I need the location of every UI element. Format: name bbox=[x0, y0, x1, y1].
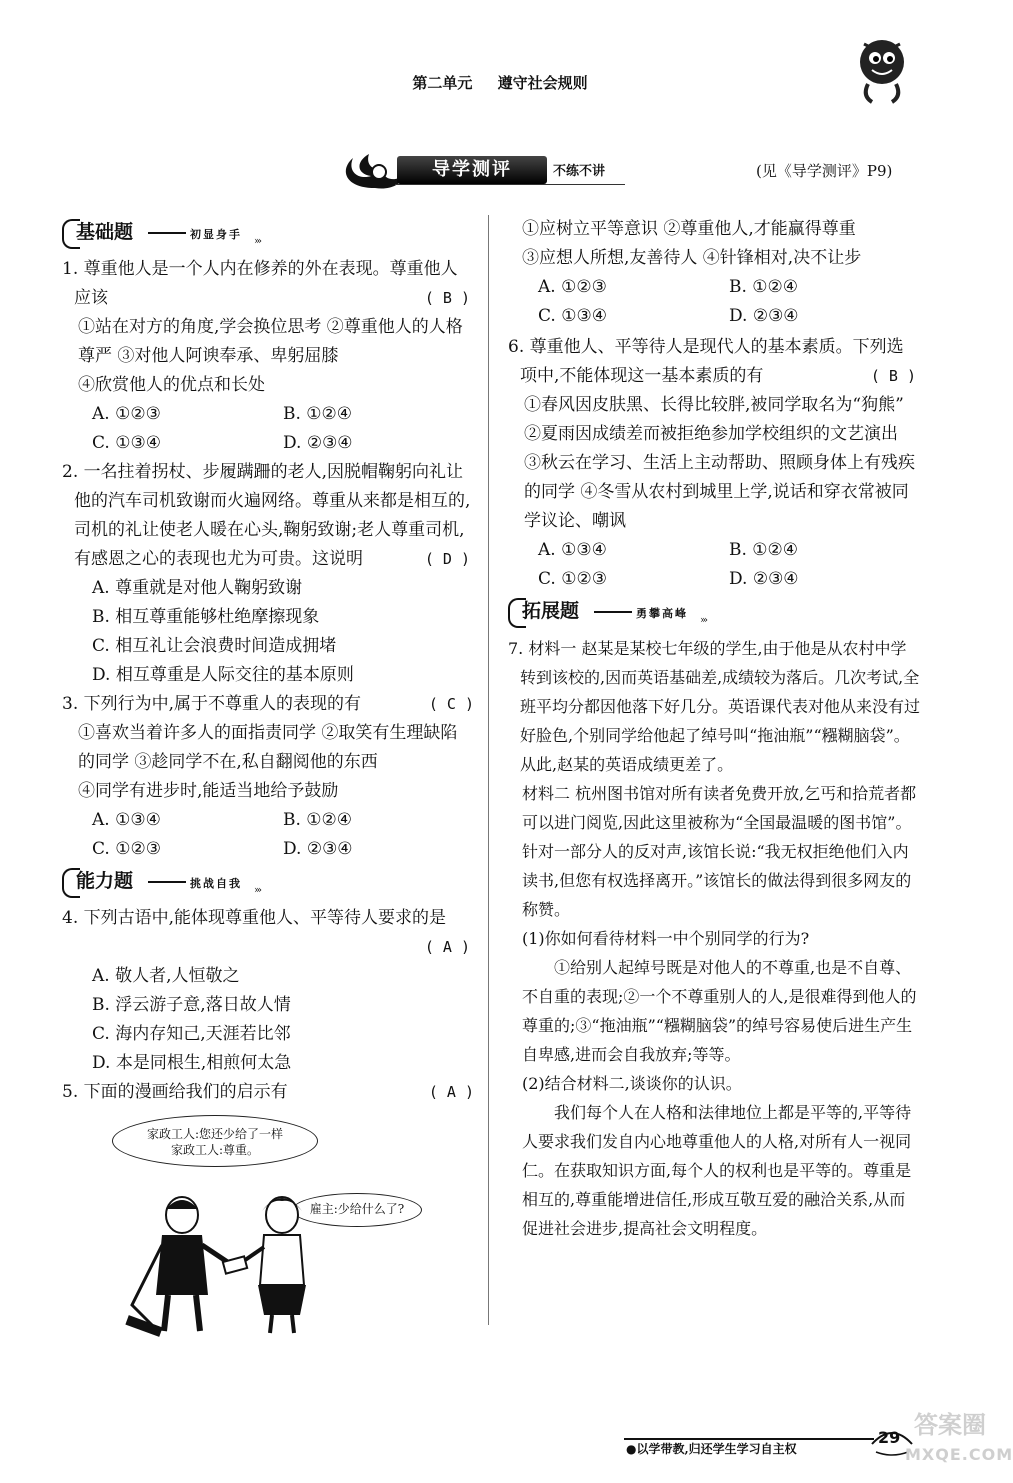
section-name: 拓展题 bbox=[522, 600, 580, 622]
question-2 bbox=[62, 458, 474, 690]
option-a: A. ①②③ bbox=[538, 277, 607, 297]
answer-mark: ( D ) bbox=[424, 550, 470, 568]
option-b: B. 相互尊重能够杜绝摩擦现象 bbox=[92, 607, 320, 627]
material-one: 7. 材料一 赵某是某校七年级的学生,由于他是从农村中学转到该校的,因而英语基础差,成绩较为落后。几次考试,全班平均分都因他落下好几分。英语课代表对他从来没有过好脸色,个别同学给他起了绰号叫“拖油瓶”“糨糊脑袋”。从此,赵某的英语成绩更差了。 bbox=[508, 639, 921, 774]
option-d: D. ②③④ bbox=[283, 839, 353, 859]
cartoon-figures-icon bbox=[112, 1185, 342, 1335]
question-7 bbox=[508, 634, 920, 1243]
question-stem: 4. 下列古语中,能体现尊重他人、平等待人要求的是 bbox=[62, 908, 447, 928]
question-4 bbox=[62, 904, 474, 1078]
footer-slogan: ●以学带教,归还学生学习自主权 bbox=[626, 1442, 797, 1456]
options-row bbox=[62, 400, 474, 429]
section-dash bbox=[148, 232, 186, 234]
question-5-items: ①应树立平等意识 ②尊重他人,才能赢得尊重 ③应想人所想,友善待人 ④针锋相对,决不让步 bbox=[522, 219, 862, 268]
question-items: ①站在对方的角度,学会换位思考 ②尊重他人的人格尊严 ③对他人阿谀奉承、卑躬屈膝 ④欣赏他人的优点和长处 bbox=[78, 317, 463, 395]
banner-tag: 不练不讲 bbox=[553, 164, 606, 179]
option-b: B. ①②④ bbox=[283, 810, 353, 830]
option-b: B. ①②④ bbox=[729, 277, 799, 297]
question-1 bbox=[62, 255, 474, 458]
question-stem: 2. 一名拄着拐杖、步履蹒跚的老人,因脱帽鞠躬向礼让他的汽车司机致谢而火遍网络。尊重从来都是相互的,司机的礼让使老人暖在心头,鞠躬致谢;老人尊重司机,有感恩之心的表现也尤为可贵。这说明 bbox=[62, 462, 471, 569]
section-dash bbox=[594, 611, 632, 613]
question-items: ①春风因皮肤黑、长得比较胖,被同学取名为“狗熊” ②夏雨因成绩差而被拒绝参加学校组织的文艺演出 ③秋云在学习、生活上主动帮助、照顾身体上有残疾的同学 ④冬雪从农村到城里上学,说话和穿衣常被同学议论、嘲讽 bbox=[524, 395, 915, 531]
chevrons-icon: ››› bbox=[700, 615, 706, 626]
answer-mark: ( C ) bbox=[428, 695, 474, 713]
watermark-line2: MXQE.COM bbox=[905, 1445, 1013, 1464]
chevrons-icon: ››› bbox=[254, 236, 260, 247]
option-a: A. 敬人者,人恒敬之 bbox=[92, 966, 240, 986]
watermark-line1: 答案圈 bbox=[914, 1411, 986, 1439]
sub-answer-2: 我们每个人在人格和法律地位上都是平等的,平等待人要求我们发自内心地尊重他人的人格,对所有人一视同仁。在获取知识方面,每个人的权利也是平等的。尊重是相互的,尊重能增进信任,形成互敬互爱的融洽关系,从而促进社会进步,提高社会文明程度。 bbox=[522, 1103, 912, 1238]
option-c: C. ①③④ bbox=[92, 433, 161, 453]
option-a: A. 尊重就是对他人鞠躬致谢 bbox=[92, 578, 303, 598]
section-basic bbox=[62, 217, 474, 251]
option-d: D. 相互尊重是人际交往的基本原则 bbox=[92, 665, 354, 685]
sub-question-1: (1)你如何看待材料一中个别同学的行为? bbox=[522, 929, 810, 948]
left-column bbox=[62, 215, 474, 1335]
option-a: A. ①③④ bbox=[92, 810, 161, 830]
answer-mark: ( B ) bbox=[870, 367, 916, 385]
section-dash bbox=[148, 881, 186, 883]
section-motto: 勇攀高峰 bbox=[636, 607, 688, 620]
options-row bbox=[508, 302, 920, 331]
question-items: ①喜欢当着许多人的面指责同学 ②取笑有生理缺陷的同学 ③趁同学不在,私自翻阅他的东西 ④同学有进步时,能适当地给予鼓励 bbox=[78, 723, 458, 801]
option-b: B. ①②④ bbox=[729, 540, 799, 560]
question-stem: 3. 下列行为中,属于不尊重人的表现的有 ( C ) bbox=[62, 690, 474, 719]
section-motto: 初显身手 bbox=[190, 228, 242, 241]
reference-note: (见《导学测评》P9) bbox=[756, 162, 893, 180]
option-d: D. ②③④ bbox=[729, 306, 799, 326]
unit-title: 遵守社会规则 bbox=[497, 74, 588, 92]
option-c: C. 海内存知己,天涯若比邻 bbox=[92, 1024, 291, 1044]
option-c: C. ①③④ bbox=[538, 306, 607, 326]
options-row bbox=[508, 536, 920, 565]
options-row bbox=[508, 273, 920, 302]
options-row bbox=[62, 429, 474, 458]
options-row bbox=[62, 835, 474, 864]
section-ability bbox=[62, 866, 474, 900]
sub-question-2: (2)结合材料二,谈谈你的认识。 bbox=[522, 1074, 742, 1093]
mascot-icon bbox=[842, 30, 922, 110]
question-stem: 5. 下面的漫画给我们的启示有 ( A ) bbox=[62, 1078, 474, 1107]
page-number: 29 bbox=[878, 1428, 901, 1447]
speech-bubble-employer: 雇主:少给什么了? bbox=[292, 1193, 422, 1227]
speech-bubble-worker: 家政工人:您还少给了一样 家政工人:尊重。 bbox=[112, 1115, 318, 1167]
option-a: A. ①②③ bbox=[92, 404, 161, 424]
option-d: D. ②③④ bbox=[729, 569, 799, 589]
answer-mark: ( A ) bbox=[424, 938, 470, 956]
site-watermark bbox=[905, 1410, 1013, 1470]
guide-test-banner bbox=[335, 150, 615, 192]
section-name: 能力题 bbox=[76, 870, 134, 892]
question-3 bbox=[62, 690, 474, 864]
options-row bbox=[508, 565, 920, 594]
answer-mark: ( B ) bbox=[424, 289, 470, 307]
option-d: D. 本是同根生,相煎何太急 bbox=[92, 1053, 292, 1073]
section-name: 基础题 bbox=[76, 221, 134, 243]
chevrons-icon: ››› bbox=[254, 885, 260, 896]
option-d: D. ②③④ bbox=[283, 433, 353, 453]
option-a: A. ①③④ bbox=[538, 540, 607, 560]
banner-underline bbox=[395, 184, 625, 185]
column-divider bbox=[488, 215, 489, 1325]
section-extend bbox=[508, 596, 920, 630]
question-5 bbox=[62, 1078, 474, 1335]
option-c: C. ①②③ bbox=[92, 839, 161, 859]
cartoon-illustration bbox=[102, 1115, 432, 1335]
option-c: C. ①②③ bbox=[538, 569, 607, 589]
question-6 bbox=[508, 333, 920, 594]
options-row bbox=[62, 806, 474, 835]
option-b: B. ①②④ bbox=[283, 404, 353, 424]
unit-number: 第二单元 bbox=[412, 74, 473, 92]
banner-title: 导学测评 bbox=[397, 156, 547, 184]
sub-answer-1: ①给别人起绰号既是对他人的不尊重,也是不自尊、不自重的表现;②一个不尊重别人的人,是很难得到他人的尊重的;③“拖油瓶”“糨糊脑袋”的绰号容易使后进生产生自卑感,进而会自我放弃;等等。 bbox=[522, 958, 917, 1064]
section-motto: 挑战自我 bbox=[190, 877, 242, 890]
option-b: B. 浮云游子意,落日故人情 bbox=[92, 995, 291, 1015]
question-stem: 1. 尊重他人是一个人内在修养的外在表现。尊重他人应该 bbox=[62, 259, 458, 308]
right-column bbox=[508, 215, 920, 1243]
answer-mark: ( A ) bbox=[428, 1083, 474, 1101]
material-two: 材料二 杭州图书馆对所有读者免费开放,乞丐和拾荒者都可以进门阅览,因此这里被称为“全国最温暖的图书馆”。针对一部分人的反对声,该馆长说:“我无权拒绝他们入内读书,但您有权选择离开。”该馆长的做法得到很多网友的称赞。 bbox=[522, 784, 917, 919]
option-c: C. 相互礼让会浪费时间造成拥堵 bbox=[92, 636, 337, 656]
question-stem: 6. 尊重他人、平等待人是现代人的基本素质。下列选项中,不能体现这一基本素质的有 bbox=[508, 337, 904, 386]
